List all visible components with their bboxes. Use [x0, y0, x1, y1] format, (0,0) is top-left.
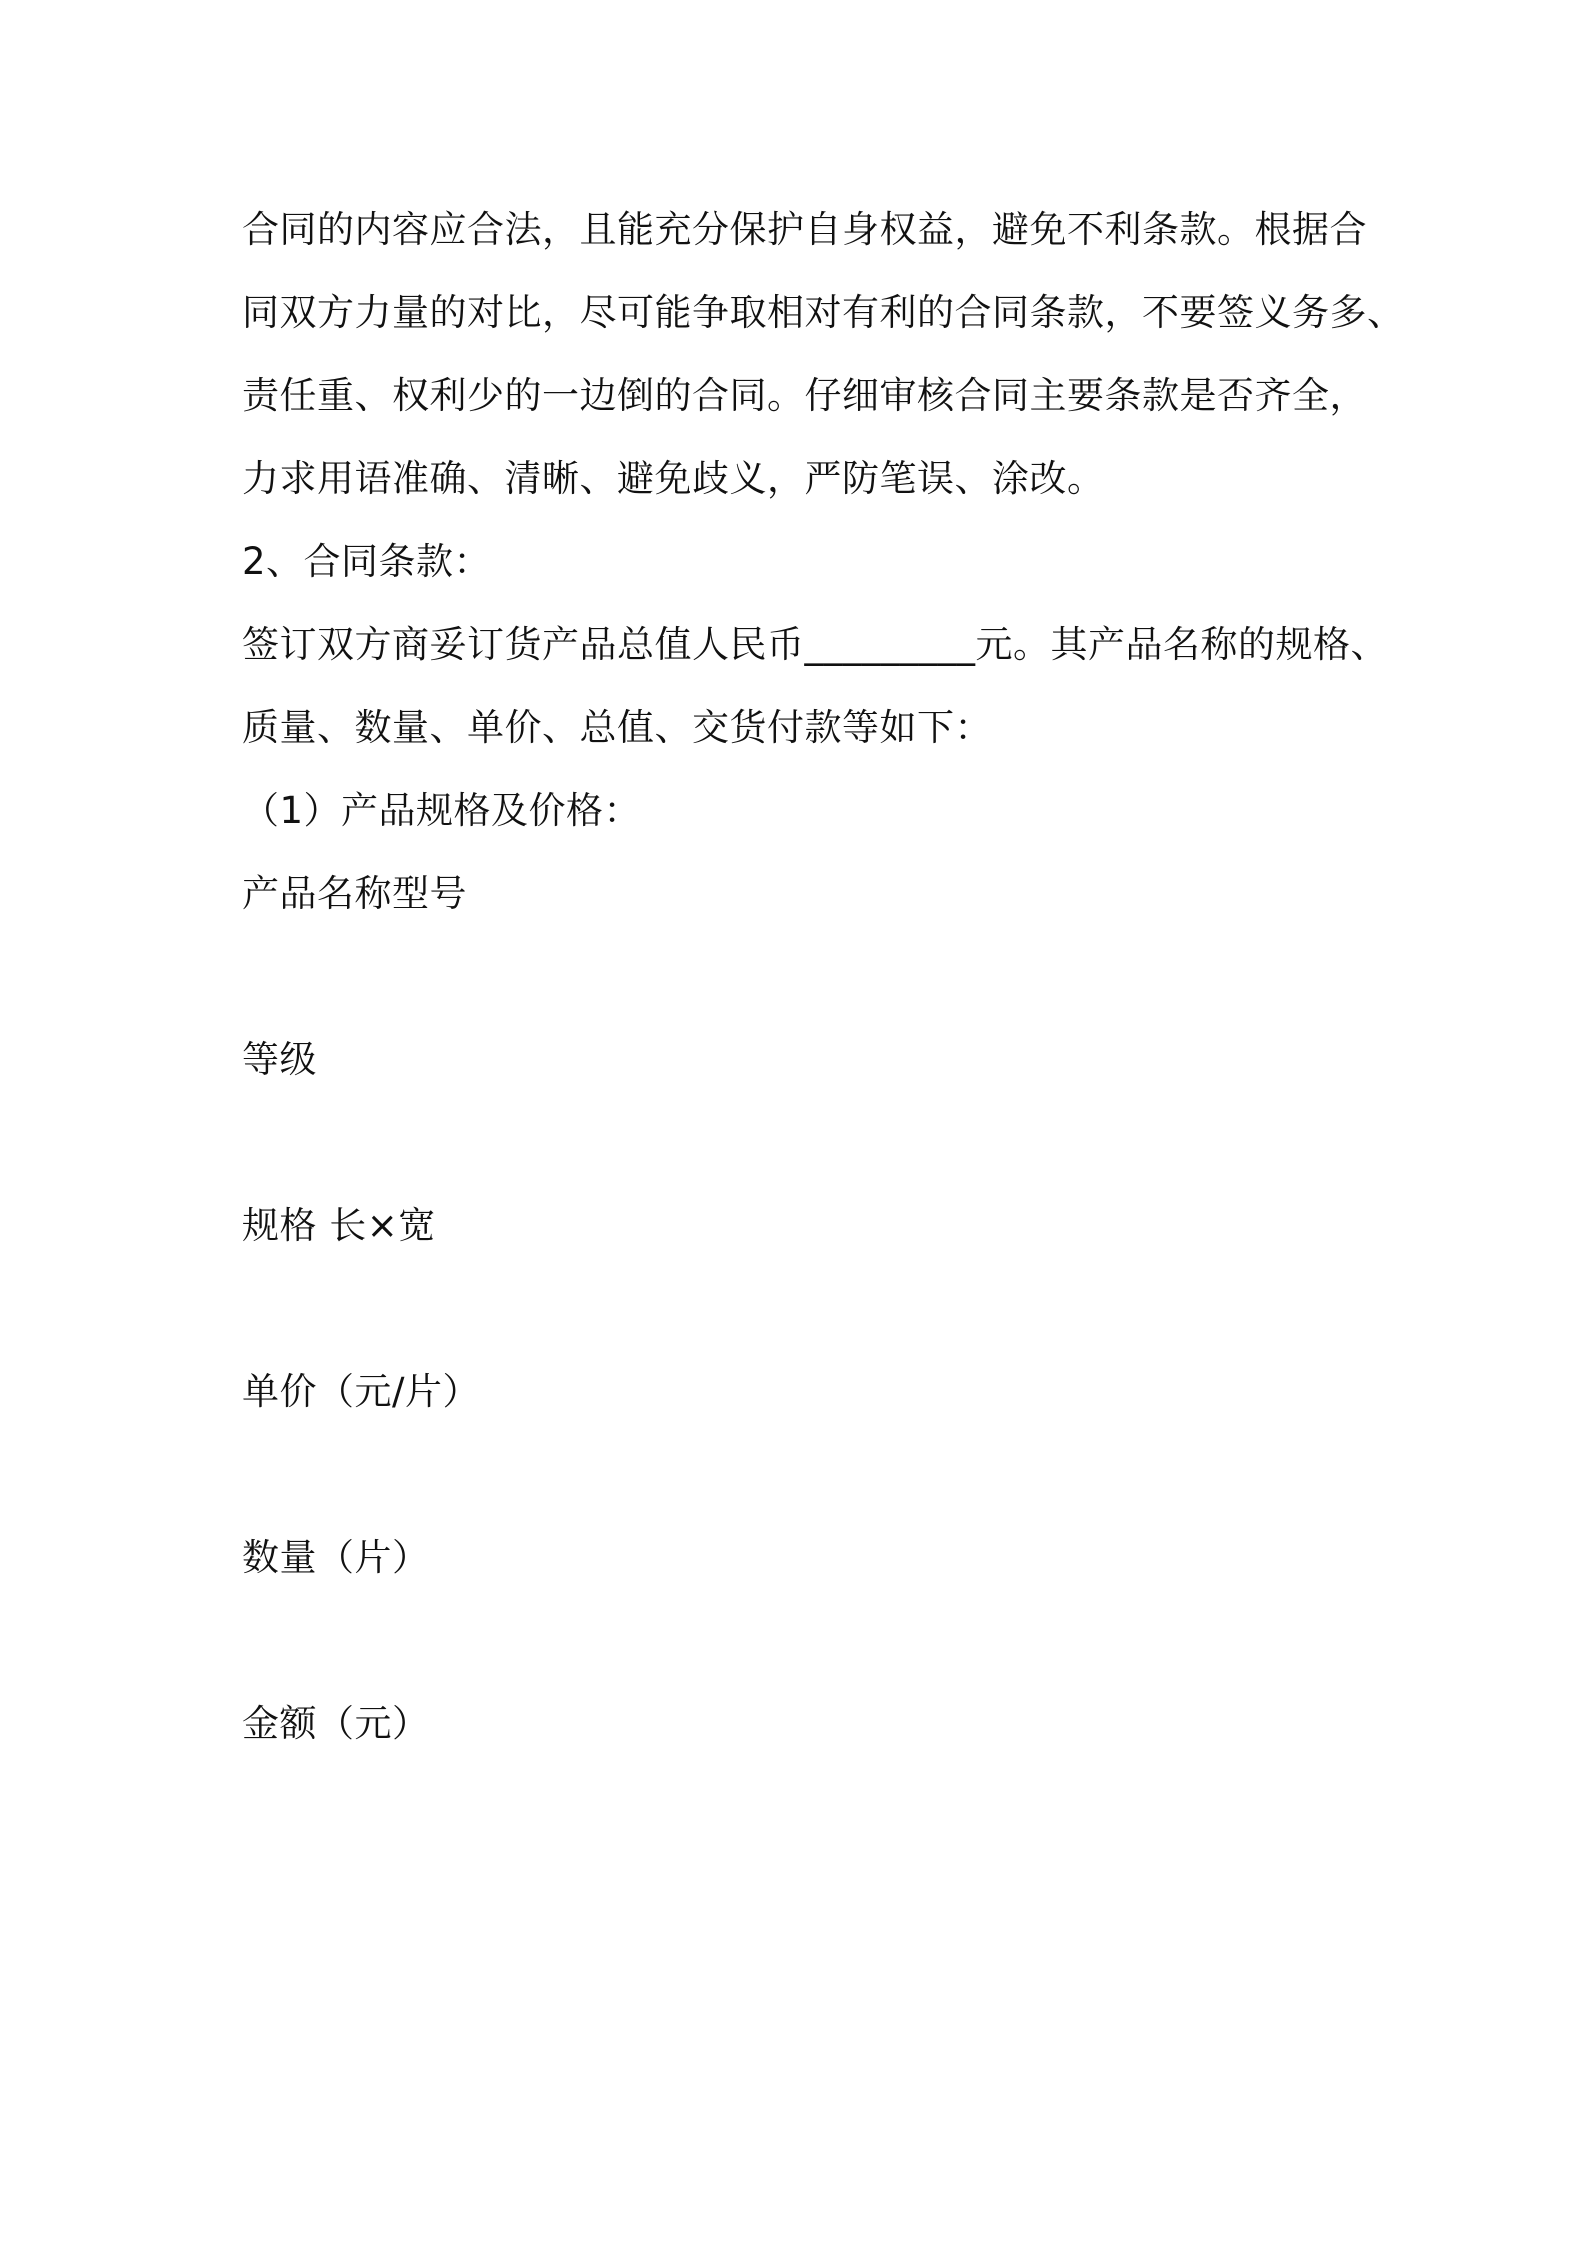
paragraph-line: 质量、数量、单价、总值、交货付款等如下： [242, 706, 992, 749]
paragraph-line: 合同的内容应合法，且能充分保护自身权益，避免不利条款。根据合 [242, 208, 1367, 251]
field-label: 单价（元/片） [242, 1370, 480, 1413]
subsection-heading: （1）产品规格及价格： [242, 789, 642, 832]
paragraph-line: 同双方力量的对比，尽可能争取相对有利的合同条款，不要签义务多、 [242, 291, 1405, 334]
paragraph-line: 签订双方商妥订货产品总值人民币_________元。其产品名称的规格、 [242, 623, 1388, 666]
section-heading: 2、合同条款： [242, 540, 492, 583]
field-label: 等级 [242, 1038, 317, 1081]
paragraph-line: 力求用语准确、清晰、避免歧义，严防笔误、涂改。 [242, 457, 1105, 500]
field-label: 规格 长×宽 [242, 1204, 436, 1247]
field-label: 数量（片） [242, 1536, 430, 1579]
field-label: 产品名称型号 [242, 872, 467, 915]
paragraph-line: 责任重、权利少的一边倒的合同。仔细审核合同主要条款是否齐全， [242, 374, 1367, 417]
field-label: 金额（元） [242, 1702, 430, 1745]
